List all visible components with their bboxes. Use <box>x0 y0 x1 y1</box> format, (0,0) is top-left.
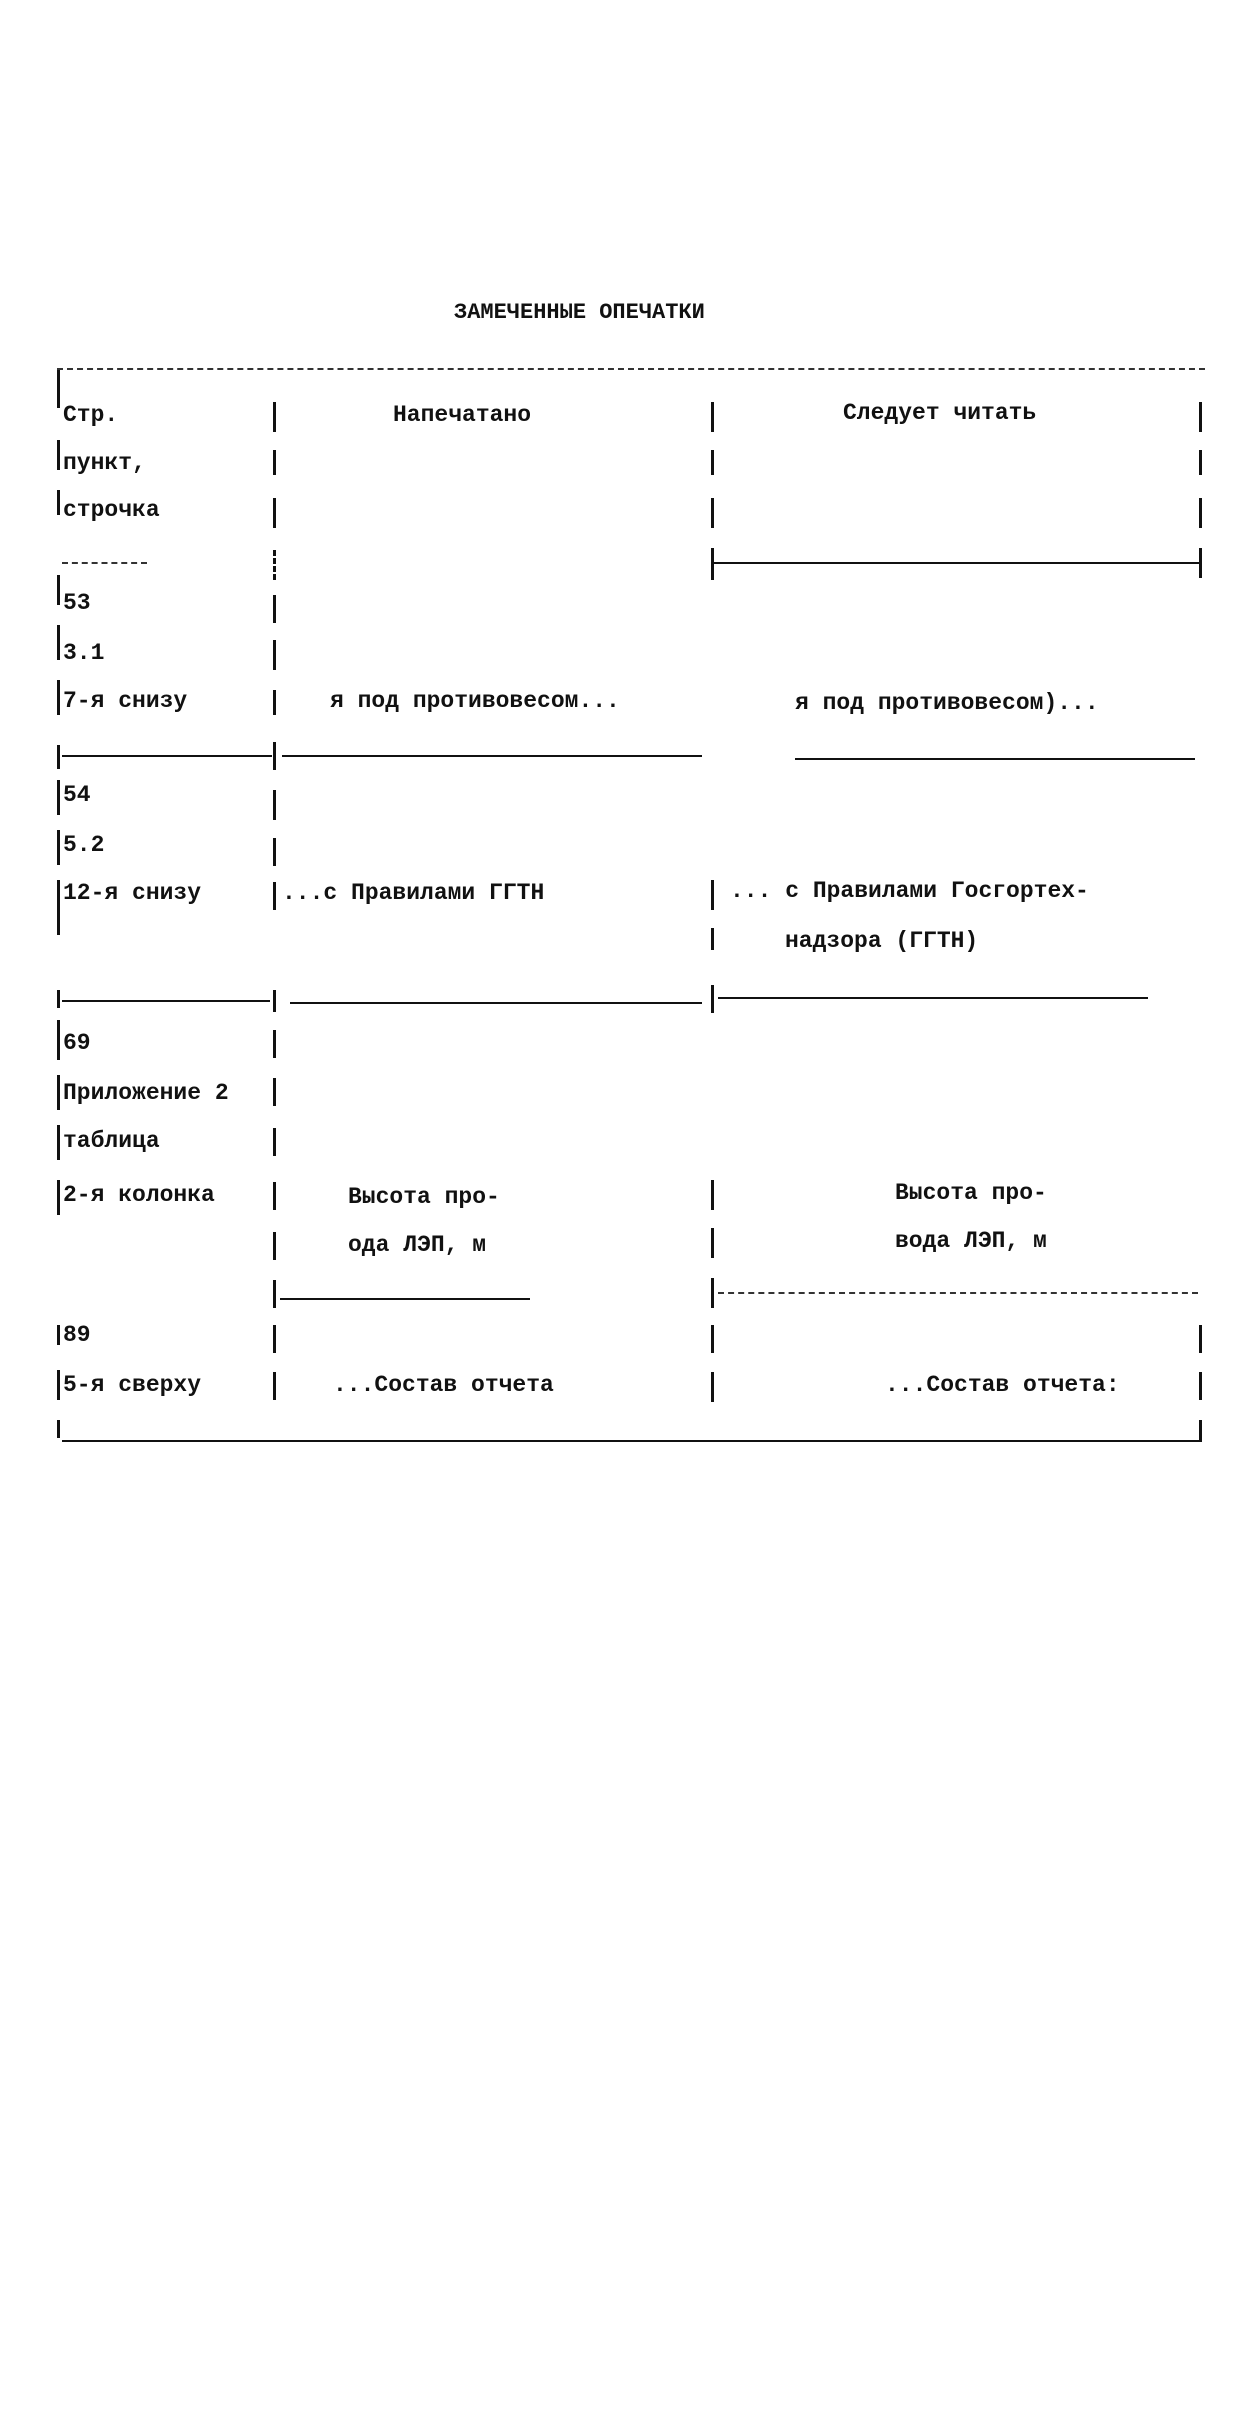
header-separator-col3 <box>713 562 1200 564</box>
divider-1-p <box>273 1182 276 1210</box>
row-page-ref: Приложение 2 <box>63 1080 229 1106</box>
left-border-k <box>57 990 60 1008</box>
divider-1-t <box>273 1372 276 1400</box>
divider-2-b <box>711 450 714 475</box>
table-top-border <box>57 368 1205 370</box>
row-page-ref: 12-я снизу <box>63 880 202 906</box>
left-border-e <box>57 625 60 660</box>
row3-separator-col2 <box>280 1298 530 1300</box>
left-border-r <box>57 1420 60 1438</box>
divider-1-k <box>273 882 276 910</box>
divider-2-g <box>711 985 714 1013</box>
divider-2-j <box>711 1278 714 1308</box>
left-border-n <box>57 1125 60 1160</box>
divider-1-i <box>273 790 276 820</box>
left-border-q <box>57 1370 60 1400</box>
left-border-d <box>57 575 60 605</box>
right-border-e <box>1199 1325 1202 1353</box>
divider-2-f <box>711 928 714 950</box>
row-should-read: надзора (ГГТН) <box>785 928 979 954</box>
row2-separator-col1 <box>62 1000 270 1002</box>
page-title: ЗАМЕЧЕННЫЕ ОПЕЧАТКИ <box>454 300 705 325</box>
left-border-a <box>57 370 60 408</box>
divider-1-h <box>273 742 276 770</box>
divider-1-s <box>273 1325 276 1353</box>
row-should-read: вода ЛЭП, м <box>895 1228 1047 1254</box>
row-printed: ода ЛЭП, м <box>348 1232 487 1258</box>
row-page-ref: 5-я сверху <box>63 1372 202 1398</box>
divider-1-a <box>273 402 276 432</box>
left-border-h <box>57 780 60 815</box>
divider-1-j <box>273 838 276 866</box>
left-border-l <box>57 1020 60 1060</box>
divider-2-i <box>711 1228 714 1258</box>
table-bottom-border <box>62 1440 1202 1442</box>
left-border-j <box>57 880 60 935</box>
divider-1-f <box>273 640 276 670</box>
left-border-f <box>57 680 60 715</box>
row-page-ref: 69 <box>63 1030 91 1056</box>
row-page-ref: 3.1 <box>63 640 105 666</box>
header-should-read: Следует читать <box>843 400 1037 426</box>
row-printed: ...Состав отчета <box>333 1372 554 1398</box>
divider-1-e <box>273 595 276 623</box>
row-should-read: ...Состав отчета: <box>885 1372 1120 1398</box>
divider-1-n <box>273 1078 276 1106</box>
divider-1-b <box>273 450 276 475</box>
right-border-g <box>1199 1420 1202 1442</box>
divider-1-c <box>273 498 276 528</box>
row-page-ref: 54 <box>63 782 91 808</box>
divider-2-k <box>711 1325 714 1353</box>
divider-1-m <box>273 1030 276 1058</box>
row-should-read: Высота про- <box>895 1180 1047 1206</box>
divider-2-c <box>711 498 714 528</box>
header-col1-line: строчка <box>63 497 160 523</box>
header-separator-col1 <box>62 562 147 564</box>
row-printed: Высота про- <box>348 1184 500 1210</box>
divider-2-e <box>711 880 714 910</box>
left-border-c <box>57 490 60 515</box>
left-border-g <box>57 745 60 769</box>
right-border-b <box>1199 450 1202 475</box>
header-printed: Напечатано <box>393 402 532 428</box>
right-border-c <box>1199 498 1202 528</box>
divider-1-r <box>273 1280 276 1308</box>
divider-2-l <box>711 1372 714 1402</box>
left-border-p <box>57 1325 60 1345</box>
divider-1-l <box>273 990 276 1012</box>
left-border-b <box>57 440 60 470</box>
row-page-ref: 5.2 <box>63 832 105 858</box>
row1-separator-col3 <box>795 758 1195 760</box>
right-border-d <box>1199 548 1202 578</box>
divider-1-g <box>273 690 276 715</box>
right-border-f <box>1199 1372 1202 1400</box>
row-printed: я под противовесом... <box>330 688 620 714</box>
header-col1-line: пункт, <box>63 450 146 476</box>
left-border-i <box>57 830 60 865</box>
row-page-ref: 53 <box>63 590 91 616</box>
row-page-ref: 2-я колонка <box>63 1182 215 1208</box>
row-page-ref: 89 <box>63 1322 91 1348</box>
right-border-a <box>1199 402 1202 432</box>
divider-1-q <box>273 1232 276 1260</box>
divider-2-d <box>711 548 714 580</box>
row-printed: ...с Правилами ГГТН <box>282 880 545 906</box>
row1-separator-col1 <box>62 755 272 757</box>
divider-2-h <box>711 1180 714 1210</box>
row3-separator-col3 <box>718 1292 1198 1294</box>
row-page-ref: таблица <box>63 1128 160 1154</box>
row-should-read: ... с Правилами Госгортех- <box>730 878 1089 904</box>
row2-separator-col2 <box>290 1002 702 1004</box>
header-col1-line: Стр. <box>63 402 119 428</box>
divider-2-a <box>711 402 714 432</box>
row1-separator-col2 <box>282 755 702 757</box>
left-border-o <box>57 1180 60 1215</box>
row2-separator-col3 <box>718 997 1148 999</box>
left-border-m <box>57 1075 60 1110</box>
divider-1-d <box>273 550 276 580</box>
divider-1-o <box>273 1128 276 1156</box>
row-page-ref: 7-я снизу <box>63 688 188 714</box>
row-should-read: я под противовесом)... <box>795 690 1099 716</box>
